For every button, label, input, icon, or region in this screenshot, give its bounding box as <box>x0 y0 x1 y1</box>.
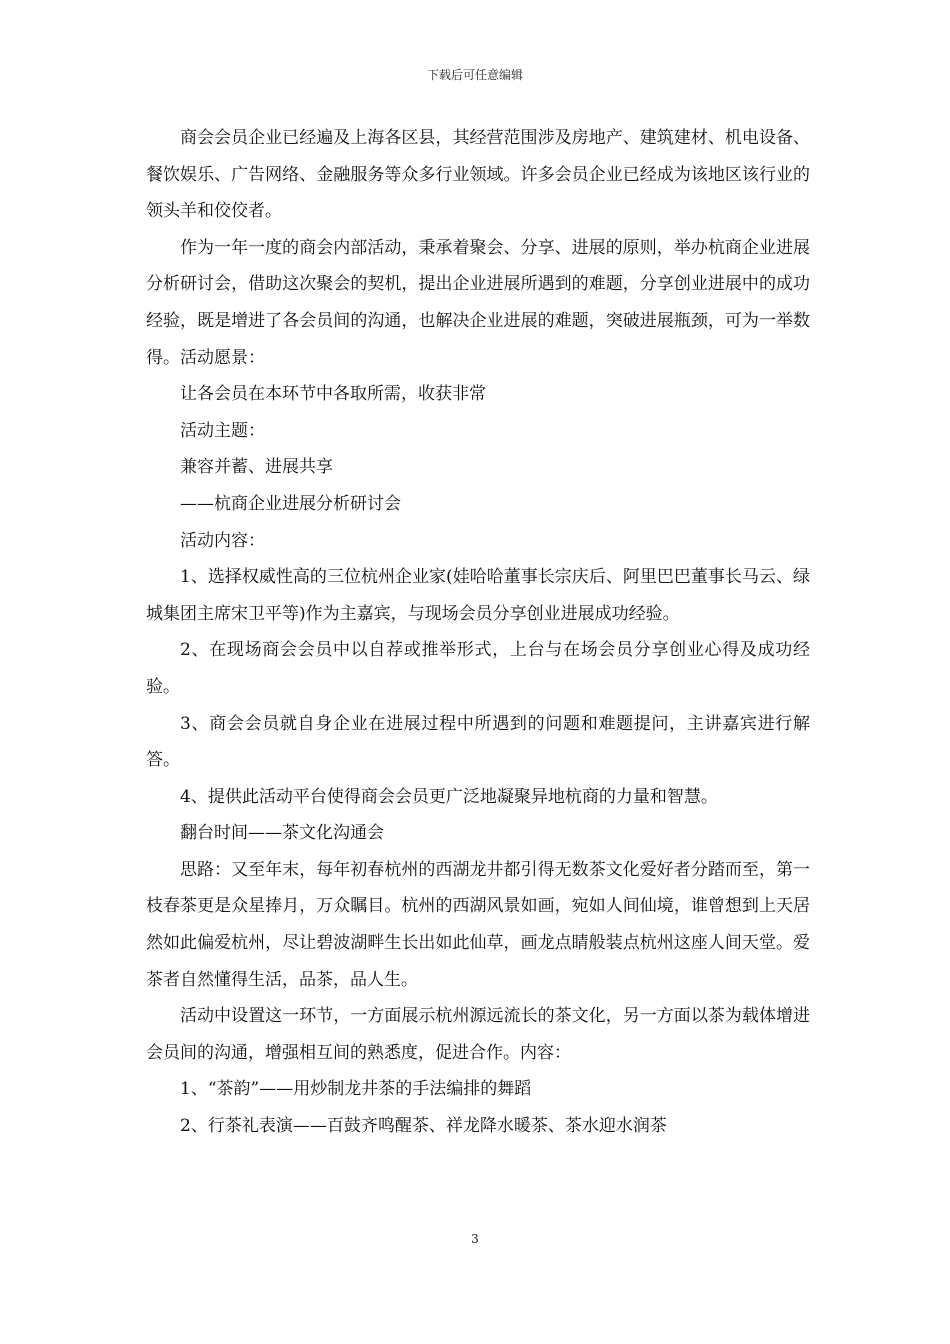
paragraph: 思路：又至年末，每年初春杭州的西湖龙井都引得无数茶文化爱好者分踏而至，第一枝春茶更是众星捧月，万众瞩目。杭州的西湖风景如画，宛如人间仙境，谁曾想到上天居然如此偏爱杭州，尽让碧波湖畔生长出如此仙草，画龙点睛般装点杭州这座人间天堂。爱茶者自然懂得生活，品茶，品人生。 <box>146 859 810 990</box>
paragraph: 活动主题： <box>180 420 265 441</box>
paragraph: 2、在现场商会会员中以自荐或推举形式，上台与在场会员分享创业心得及成功经验。 <box>146 640 810 697</box>
paragraph: 1、“茶韵”——用炒制龙井茶的手法编排的舞蹈 <box>180 1079 532 1100</box>
paragraph: 让各会员在本环节中各取所需，收获非常 <box>180 384 486 405</box>
paragraph: ——杭商企业进展分析研讨会 <box>180 493 401 514</box>
paragraph: 1、选择权威性高的三位杭州企业家(娃哈哈董事长宗庆后、阿里巴巴董事长马云、绿城集团主席宋卫平等)作为主嘉宾，与现场会员分享创业进展成功经验。 <box>146 567 810 624</box>
paragraph: 4、提供此活动平台使得商会会员更广泛地凝聚异地杭商的力量和智慧。 <box>180 786 718 807</box>
paragraph: 3、商会会员就自身企业在进展过程中所遇到的问题和难题提问，主讲嘉宾进行解答。 <box>146 713 810 771</box>
paragraph: 作为一年一度的商会内部活动，秉承着聚会、分享、进展的原则，举办杭商企业进展分析研讨会，借助这次聚会的契机，提出企业进展所遇到的难题，分享创业进展中的成功经验，既是增进了各会员间的沟通，也解决企业进展的难题，突破进展瓶颈，可为一举数得。活动愿景： <box>146 237 810 368</box>
paragraph: 兼容并蓄、进展共享 <box>180 457 333 478</box>
paragraph: 商会会员企业已经遍及上海各区县，其经营范围涉及房地产、建筑建材、机电设备、餐饮娱乐、广告网络、金融服务等众多行业领域。许多会员企业已经成为该地区该行业的领头羊和佼佼者。 <box>146 128 810 222</box>
paragraph: 2、行茶礼表演——百鼓齐鸣醒茶、祥龙降水暖茶、茶水迎水润茶 <box>180 1116 667 1137</box>
page-number: 3 <box>471 1232 479 1246</box>
paragraph: 翻台时间——茶文化沟通会 <box>180 823 384 844</box>
document-body <box>146 120 810 1145</box>
page-header: 下载后可任意编辑 <box>426 68 523 82</box>
paragraph: 活动内容： <box>180 530 265 551</box>
paragraph: 活动中设置这一环节，一方面展示杭州源远流长的茶文化，另一方面以茶为载体增进会员间的沟通，增强相互间的熟悉度，促进合作。内容： <box>146 1006 810 1063</box>
